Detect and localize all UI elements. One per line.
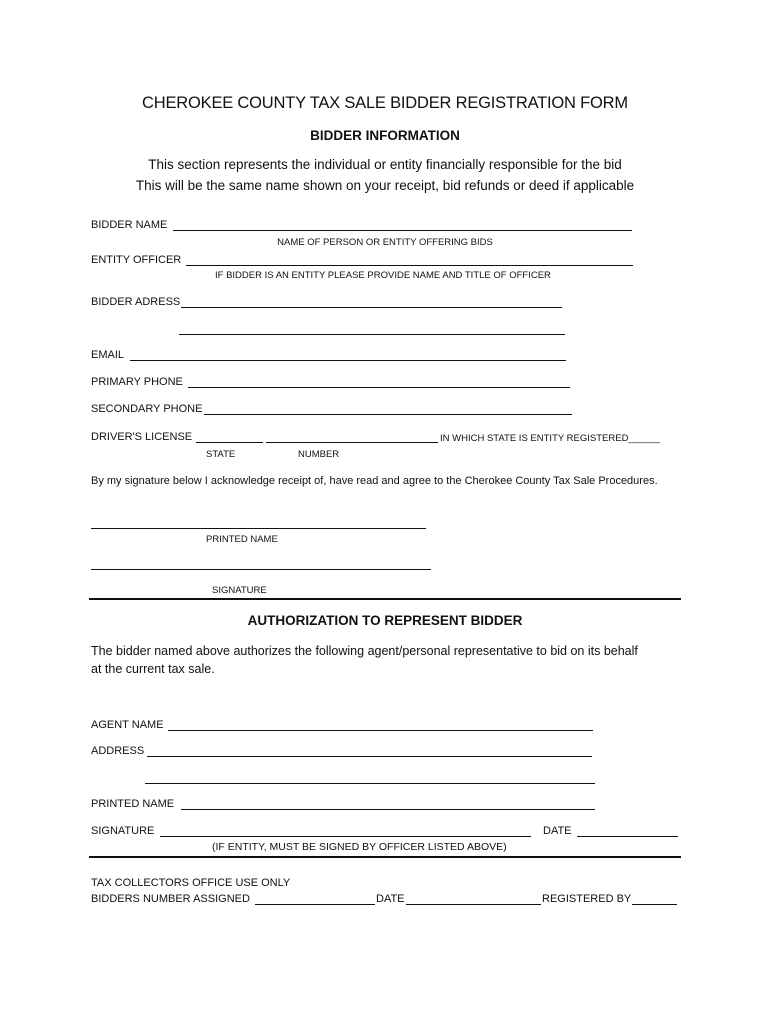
office-use-heading: TAX COLLECTORS OFFICE USE ONLY [91, 877, 291, 889]
printed-name-field[interactable] [91, 528, 426, 529]
secondary-phone-label: SECONDARY PHONE [91, 403, 203, 415]
signature-caption: SIGNATURE [212, 585, 267, 596]
section-divider-1 [89, 598, 681, 600]
acknowledgement-text: By my signature below I acknowledge receipt of, have read and agree to the Cherokee County Tax Sale Procedures. [91, 475, 658, 487]
bidders-number-label: BIDDERS NUMBER ASSIGNED [91, 893, 250, 905]
entity-officer-field[interactable] [186, 265, 633, 266]
email-label: EMAIL [91, 349, 125, 361]
agent-printed-name-label: PRINTED NAME [91, 798, 175, 810]
office-date-field[interactable] [406, 904, 541, 905]
authorization-text: The bidder named above authorizes the following agent/personal representative to bid on its behalf at the current tax sale. [91, 644, 638, 676]
section-divider-2 [89, 856, 681, 858]
license-number-field[interactable] [266, 442, 438, 443]
intro-line-1: This section represents the individual or entity financially responsible for the bid [148, 157, 622, 172]
bidder-address-field-2[interactable] [179, 334, 565, 335]
registered-by-label: REGISTERED BY [542, 893, 632, 905]
agent-signature-label: SIGNATURE [91, 825, 155, 837]
agent-address-label: ADDRESS [91, 745, 145, 757]
agent-date-field[interactable] [577, 836, 678, 837]
entity-signature-note: (IF ENTITY, MUST BE SIGNED BY OFFICER LISTED ABOVE) [212, 841, 507, 853]
bidder-name-field[interactable] [173, 230, 632, 231]
bidder-address-field-1[interactable] [181, 307, 562, 308]
secondary-phone-field[interactable] [204, 414, 572, 415]
license-state-field[interactable] [196, 442, 263, 443]
printed-name-caption: PRINTED NAME [206, 534, 278, 545]
entity-state-registered-label: IN WHICH STATE IS ENTITY REGISTERED______ [440, 433, 661, 444]
bidder-name-caption: NAME OF PERSON OR ENTITY OFFERING BIDS [277, 237, 493, 248]
agent-printed-name-field[interactable] [181, 809, 595, 810]
entity-officer-label: ENTITY OFFICER [91, 254, 182, 266]
email-field[interactable] [130, 360, 566, 361]
bidders-number-field[interactable] [255, 904, 375, 905]
agent-name-field[interactable] [168, 730, 593, 731]
license-state-caption: STATE [206, 449, 236, 460]
agent-name-label: AGENT NAME [91, 719, 164, 731]
primary-phone-label: PRIMARY PHONE [91, 376, 183, 388]
agent-signature-field[interactable] [160, 836, 531, 837]
form-title: CHEROKEE COUNTY TAX SALE BIDDER REGISTRATION FORM [142, 94, 628, 112]
agent-address-field-1[interactable] [147, 756, 592, 757]
agent-address-field-2[interactable] [145, 783, 595, 784]
bidder-name-label: BIDDER NAME [91, 219, 168, 231]
drivers-license-label: DRIVER'S LICENSE [91, 431, 193, 443]
bidder-address-label: BIDDER ADRESS [91, 296, 181, 308]
authorization-heading: AUTHORIZATION TO REPRESENT BIDDER [247, 613, 523, 628]
registered-by-field[interactable] [632, 904, 677, 905]
primary-phone-field[interactable] [188, 387, 570, 388]
office-date-label: DATE [376, 893, 405, 905]
intro-line-2: This will be the same name shown on your receipt, bid refunds or deed if applicable [135, 178, 635, 193]
license-number-caption: NUMBER [298, 449, 340, 460]
entity-officer-caption: IF BIDDER IS AN ENTITY PLEASE PROVIDE NAME AND TITLE OF OFFICER [215, 270, 551, 281]
bidder-signature-field[interactable] [91, 569, 431, 570]
agent-date-label: DATE [543, 825, 572, 837]
bidder-information-heading: BIDDER INFORMATION [310, 128, 460, 143]
